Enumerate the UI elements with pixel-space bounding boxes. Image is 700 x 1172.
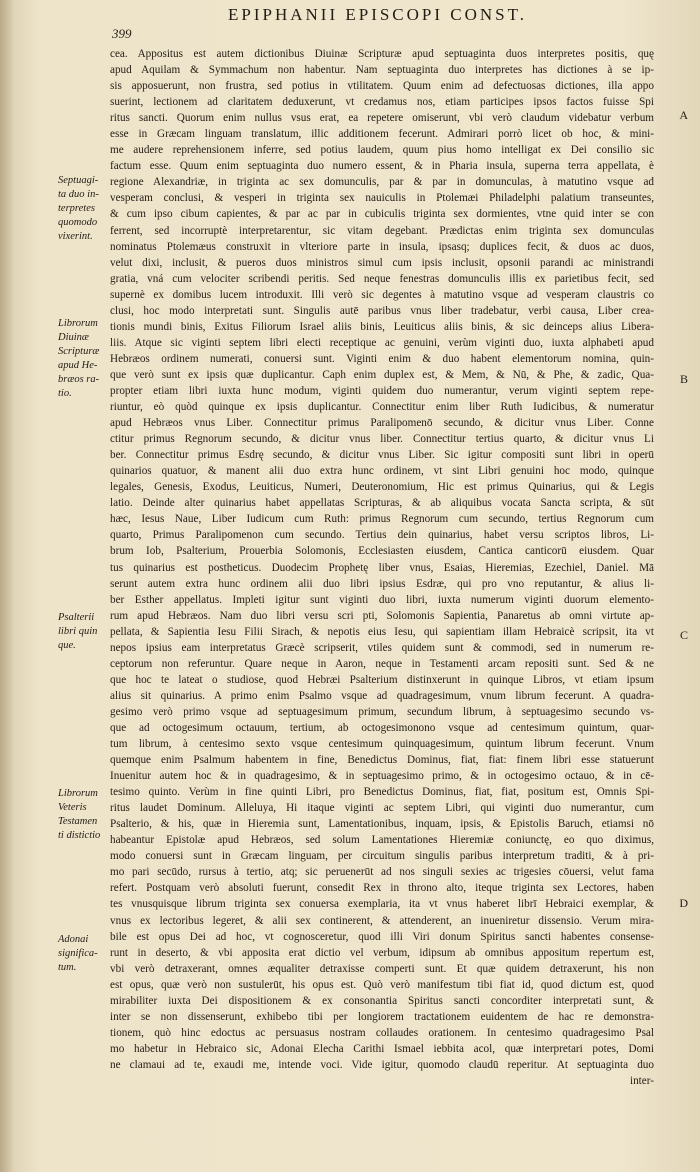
text-line: velut dixi, inclusit, & pueros duos ministros simul cum ipsis inclusit, opsonii parandi ac ministrandi — [110, 256, 654, 269]
marginal-note-line: ti distictio — [58, 830, 101, 841]
text-line: hæc, Iesus Naue, Liber Iudicum cum Ruth: primus Regnorum cum secundo, tertius Regnorum cum — [110, 513, 654, 526]
text-line: ctitur primus Regnorum secundo, & dicitur vnus liber. Connectitur tertius quarto, & dicitur vnus Li — [110, 433, 654, 446]
text-line: mo pari secūdo, rursus à tertio, atq; sic peruenerūt ad nos singuli sexies ac trigesies cōuersi, velut fama — [110, 866, 654, 879]
text-line: supernè ex domibus lucem introduxit. Illi verò sic degentes à matutino vsque ad vesperam claustris co — [110, 288, 654, 301]
marginal-note-line: Scripturæ — [58, 346, 100, 357]
section-letter-d: D — [679, 896, 688, 910]
text-line: tionem, quò hinc edoctus ac persuasus nostram collaudes orationem. In centesimo quadragesimo Psal — [110, 1026, 654, 1039]
marginal-note-line: Adonai — [58, 934, 89, 945]
text-line: quarto, Primus Paralipomenon cum secundo. Tertius dein quinarius, habet versu scriptos libros, Li- — [110, 529, 654, 542]
marginal-note-line: tio. — [58, 388, 72, 399]
text-line: mo habetur in Hebraico sic, Adonai Elecha Carithi Ismael iebbita acol, quæ interpretari potes, Domi — [110, 1042, 654, 1055]
text-line: est opus, quæ verò non sustulerūt, his opus est. Quò verò manifestum tibi fiat id, quod dictum est, quod — [110, 978, 654, 991]
text-line: legales, Genesis, Exodus, Leuiticus, Numeri, Deuteronomium, Hic est primus Quinarius, qui & Legis — [110, 481, 654, 494]
text-line: habeantur Epistolæ apud Hebræos, sed solum Lamentationes Hieremiæ coniunctę, eo quo diximus, — [110, 834, 654, 847]
marginal-note-line: terpretes — [58, 203, 95, 214]
marginal-note-line: libri quin — [58, 626, 98, 637]
text-line: vbi verò detraxerant, omnes æqualiter detraxisse comperti sunt. Et quæ quidem detraxerunt, his non — [110, 962, 654, 975]
text-line: brum Iob, Psalterium, Prouerbia Solomonis, Ecclesiasten eiusdem, Cantica canticorū eiusdem. Quar — [110, 545, 654, 558]
text-line: gesimo verò primo vsque ad septuagesimum primum, secundum librum, à septuagesimo secundo vs- — [110, 705, 654, 718]
text-line: ritus sancti. Quorum enim nullus vsus erat, ea repetere omiserunt, vbi verò claudum videbatur verbum — [110, 112, 654, 125]
text-line: tesimo quinto. Verùm in fine quinti Libri, pro Benedictus Dominus, fiat, fiat, positum est, Omnis Spi- — [110, 786, 654, 799]
marginal-note-line: Librorum — [58, 318, 98, 329]
text-line: nepos ipsius eam interpretatus Græcè scripserit, vtiles quidem sunt & commodi, sed in numerum re- — [110, 641, 654, 654]
text-line: tionis mundi binis, Exitus Filiorum Israel aliis binis, Leuiticus aliis binis, & sic deinceps alius Libera- — [110, 320, 654, 333]
text-line: tus quinarius est postheticus. Duodecim Prophetę liber vnus, Esaias, Hieremias, Ezechiel, Daniel. Mā — [110, 561, 654, 574]
text-line: refert. Postquam verò absoluti fuerunt, consedit Rex in throno alto, iteque triginta sex Lectores, haben — [110, 882, 654, 895]
text-line: ritus laudet Dominum. Alleluya, Hi itaque viginti ac septem Libri, qui viginti duo numerantur, cum — [110, 802, 654, 815]
marginal-note-line: significa- — [58, 948, 98, 959]
text-line: tes vnusquisque librum triginta sex conuersa exemplaria, ita vt vnus haberet librī Hebraici exemplar, & — [110, 898, 654, 911]
text-line: me audere reprehensionem inferre, sed potius laudem, quum pius homo intelligat ex Dei consilio sic — [110, 144, 654, 157]
text-line: nominatus Ptolemæus construxit in vlteriore parte in insula, ipsasq; duplices fecit, & duos ac duos, — [110, 240, 654, 253]
text-line: serunt autem extra hunc ordinem alii duo libri ipsius Esdræ, qui pro vno reputantur, & alius li- — [110, 577, 654, 590]
marginal-note-line: ta duo in- — [58, 189, 99, 200]
text-line: rum apud Hebræos. Nam duo libri versu scri pti, Solomonis Sapientia, Panaretus ab omni virtute ap- — [110, 609, 654, 622]
marginal-note-line: Testamen — [58, 816, 98, 827]
marginal-note-line: bræos ra- — [58, 374, 100, 385]
section-letter-c: C — [679, 628, 688, 642]
text-line: tum librum, à centesimo sexto vsque centesimum quinquagesimum, quintum librum fecerunt. Vnum — [110, 738, 654, 751]
text-line: propter etiam libri iuxta hunc modum, viginti quidem duo numerantur, verum viginti septem repe- — [110, 384, 654, 397]
text-line: vnus ex lectoribus legeret, & alii sex continerent, & attenderent, an inueniretur dissensio. Verum mira- — [110, 914, 654, 927]
text-line: runt in deserto, & vbi apposita erat dictio vel verbum, idipsum ab omnibus appositum repertum est, — [110, 946, 654, 959]
text-line: ber Esther appellatus. Impleti igitur sunt viginti duo libri, iuxta numerum viginti duorum elemento- — [110, 593, 654, 606]
marginal-note-librorum-diuinae — [58, 317, 114, 401]
text-line: gratia, vná cum velociter scribendi peritis. Sed neque fenestras domunculis illis ex parietibus fecit, sed — [110, 272, 654, 285]
marginal-note-line: apud He- — [58, 360, 98, 371]
marginal-note-septuaginta — [58, 174, 114, 244]
text-line: apud Hebræos vnus Liber. Connectitur primus Paralipomenō secundo, & dicitur vnus Liber. Conne — [110, 417, 654, 430]
text-line: que verò sunt ex ipsis quæ duplicantur. Caph enim duplex est, & Mem, & Nū, & Phe, & zadic, Qua- — [110, 368, 654, 381]
marginal-note-line: Veteris — [58, 802, 87, 813]
text-line: Hebræos ordinem numerati, conuersi sunt. Viginti enim & duo habent elementorum nomina, quin- — [110, 352, 654, 365]
text-line: & cum ipso cibum capientes, & par ac par in cubiculis triginta sex dormientes, vtne quid inter se con — [110, 208, 654, 221]
text-line: ber. Connectitur primus Esdrę secundo, & dicitur vnus Liber. Sic igitur compositi sunt libri in operū — [110, 449, 654, 462]
text-line: inter se non dissenserunt, exhibebo tibi per longiorem tractationem euidentem de hac re demonstra- — [110, 1010, 654, 1023]
text-line: esse in Græcam linguam translatum, illic additionem fecerunt. Admirari porrò licet ob hoc, & mini- — [110, 128, 654, 141]
text-line: latio. Deinde alter quinarius habet appellatas Scripturas, & ab aliquibus vocata Sancta scripta, & sūt — [110, 497, 654, 510]
text-line: que ad octogesimum octauum, tertium, ab octogesimonono vsque ad centesimum quintum, quar- — [110, 721, 654, 734]
marginal-note-line: Diuinæ — [58, 332, 89, 343]
marginal-note-line: tum. — [58, 962, 77, 973]
text-line: modo conuersi sunt in Græcam linguam, per circuitum singulis paribus interpretum traditi, & à pri- — [110, 850, 654, 863]
marginal-note-line: que. — [58, 640, 76, 651]
marginal-note-line: Librorum — [58, 788, 98, 799]
text-line: que hoc te lateat o studiose, quod Hebræi Psalterium distinxerunt in quinque Libros, vt etiam ipsum — [110, 673, 654, 686]
text-line: alius sit quinarius. A primo enim Psalmo vsque ad quadragesimum, vnum librum fecerunt. A quadra- — [110, 689, 654, 702]
gutter-shadow — [0, 0, 14, 1172]
text-line: Psalterio, & his, quæ in Hieremia sunt, Lamentationibus, inquam, ipsis, & Epistolis Baruch, etiamsi nō — [110, 818, 654, 831]
running-head — [0, 4, 700, 41]
text-line: inter- — [629, 1075, 654, 1087]
text-line: liis. Atque sic viginti septem libri electi receptique ac genuini, verùm viginti duo, iuxta alphabeti apud — [110, 336, 654, 349]
text-line: ne clamaui ad te, exaudi me, intende voci. Vide igitur, quomodo claudū reperitur. At septuaginta duo — [110, 1058, 654, 1071]
text-line: factum esse. Quum enim septuaginta duo numero essent, & in Pharia insula, superna terra appellata, è — [110, 160, 654, 173]
text-line: vesperam conclusi, & vesperi in triginta sex nauiculis in Ptolemæi Philadelphi palatium transeuntes, — [110, 192, 654, 205]
marginal-note-adonai — [58, 933, 114, 975]
section-letter-a: A — [679, 108, 688, 122]
text-line: pellata, & Sapientia Iesu Filii Sirach, & nepotis eius Iesu, qui sapientiam illam Hebraicè scripsit, ita vt — [110, 625, 654, 638]
text-line: cea. Appositus est autem dictionibus Diuinæ Scripturæ apud septuaginta duos interpretes positis, quę — [110, 48, 654, 60]
marginal-note-line: Psalterii — [58, 612, 95, 623]
section-letter-b: B — [679, 372, 688, 386]
marginal-note-psalterii — [58, 611, 114, 653]
marginal-note-librorum-veteris — [58, 787, 114, 843]
text-line: clusi, hoc modo interpretati sunt. Singulis autē paribus vnus liber tradebatur, verbi causa, Liber crea- — [110, 304, 654, 317]
main-text-column — [110, 46, 654, 1162]
running-title: EPIPHANII EPISCOPI CONST. — [228, 5, 528, 24]
text-line: sis apposuerunt, non frustra, sed potius in vtilitatem. Quum enim ad defectuosas dictiones, illa appo — [110, 80, 654, 93]
marginal-note-line: Septuagi- — [58, 175, 99, 186]
text-line: regione Alexandriæ, in triginta ac sex domunculis, par & par in domunculas, à matutino vsque ad — [110, 176, 654, 189]
page-number: 399 — [112, 26, 132, 41]
marginal-note-line: vixerint. — [58, 231, 93, 242]
text-line: bile est opus Dei ad hoc, vt cognosceretur, quod illi Viri donum Spiritus sancti habentes consense- — [110, 930, 654, 943]
marginal-note-line: quomodo — [58, 217, 98, 228]
text-line: suerint, lectionem ad claritatem deduxerunt, vt credamus nos, etiam participes ipsos factos fuisse Spi — [110, 96, 654, 109]
text-line: quinarios quatuor, & manent alii duo extra hunc ordinem, vt sint Libri genuini hoc modo, quinque — [110, 465, 654, 478]
text-line: ceptorum non referuntur. Quare neque in Aaron, neque in Testamenti arcam repositi sunt. Sed & ne — [110, 657, 654, 670]
text-line: quemque enim Psalmum habentem in fine, Benedictus Dominus, fiat, fiat: finem libri esse statuerunt — [110, 754, 654, 767]
text-line: apud Aquilam & Symmachum non habentur. Nam septuaginta duo interpretes has dictiones à se ip- — [110, 64, 654, 77]
text-line: ferrent, sed incorruptè interpretarentur, sic vitam degebant. Prædictas enim triginta sex domunculas — [110, 224, 654, 237]
text-line: riuntur, eò quòd quinque ex ipsis duplicantur. Connectitur enim liber Ruth Iudicibus, & numeratur — [110, 401, 654, 414]
text-line: mirabiliter iuxta Dei dispositionem & ex consonantia Spiritus sancti concorditer interpretati sunt, & — [110, 994, 654, 1007]
text-line: Inuenitur autem hoc & in quadragesimo, & in septuagesimo primo, & in octogesimo octauo, & in cē- — [110, 770, 654, 783]
